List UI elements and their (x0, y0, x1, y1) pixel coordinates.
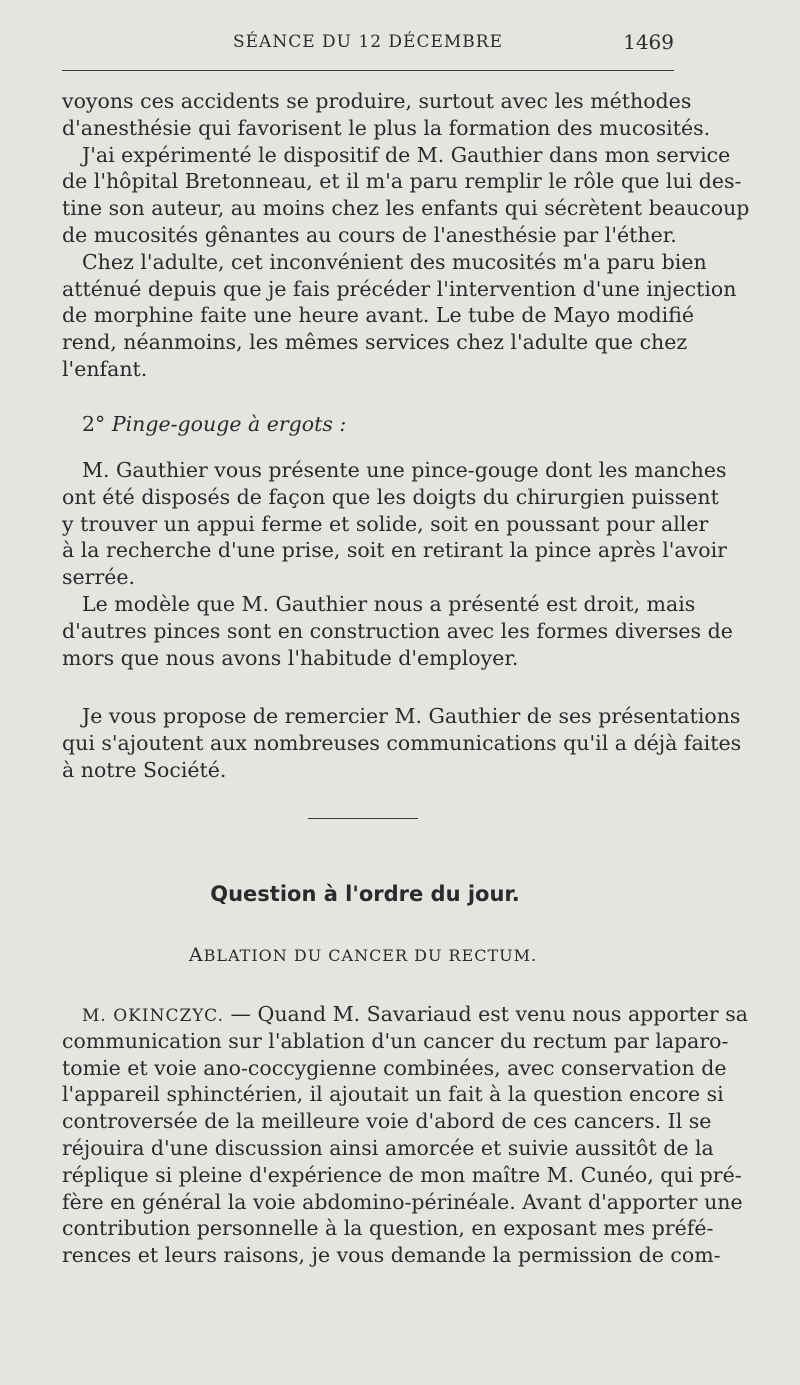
page-number: 1469 (623, 30, 674, 54)
text-line: mors que nous avons l'habitude d'employer. (62, 645, 519, 670)
text-line: de mucosités gênantes au cours de l'anesthésie par l'éther. (62, 222, 677, 247)
text-line: réjouira d'une discussion ainsi amorcée et suivie aussitôt de la (62, 1135, 714, 1160)
text-line: qui s'ajoutent aux nombreuses communications qu'il a déjà faites (62, 730, 742, 755)
paragraph-okinczyc (62, 1001, 748, 1269)
text-line: rend, néanmoins, les mêmes services chez l'adulte que chez (62, 330, 688, 355)
running-title: SÉANCE DU 12 DÉCEMBRE (233, 32, 503, 52)
text-line: ont été disposés de façon que les doigts du chirurgien puissent (62, 484, 719, 509)
item-title: Pinge-gouge à ergots : (111, 412, 347, 436)
text-line: l'appareil sphinctérien, il ajoutait un fait à la question encore si (62, 1082, 724, 1107)
text-line: d'anesthésie qui favorisent le plus la formation des mucosités. (62, 115, 711, 140)
item-number: 2° (82, 412, 106, 436)
paragraph-group-pince-gouge (62, 457, 733, 671)
text-line: d'autres pinces sont en construction avec les formes diverses de (62, 618, 733, 643)
text-line: M. Gauthier vous présente une pince-gouge dont les manches (82, 458, 727, 482)
text-line: serrée. (62, 565, 136, 590)
text-line: controversée de la meilleure voie d'abord de ces cancers. Il se (62, 1109, 712, 1134)
paragraph-group-anesthesia (62, 88, 750, 383)
section-heading: Question à l'ordre du jour. (210, 882, 520, 906)
text-line: réplique si pleine d'expérience de mon maître M. Cunéo, qui pré- (62, 1162, 742, 1187)
speaker-name: M. OKINCZYC. (82, 1006, 224, 1026)
text-line: fère en général la voie abdomino-périnéale. Avant d'apporter une (62, 1189, 743, 1214)
text-line: Je vous propose de remercier M. Gauthier de ses présentations (82, 704, 741, 728)
first-line-text: — Quand M. Savariaud est venu nous apporter sa (224, 1002, 748, 1026)
text-line: communication sur l'ablation d'un cancer du rectum par laparo- (62, 1028, 729, 1053)
text-line: voyons ces accidents se produire, surtout avec les méthodes (62, 89, 692, 113)
text-line: J'ai expérimenté le dispositif de M. Gauthier dans mon service (82, 142, 731, 167)
text-line: à la recherche d'une prise, soit en retirant la pince après l'avoir (62, 538, 727, 563)
text-line: y trouver un appui ferme et solide, soit en poussant pour aller (62, 511, 709, 536)
section-divider (308, 818, 418, 819)
text-line: de l'hôpital Bretonneau, et il m'a paru remplir le rôle que lui des- (62, 169, 742, 194)
text-line (62, 1001, 748, 1028)
subsection-heading (0, 944, 726, 966)
header-rule (62, 70, 674, 71)
paragraph-thanks (62, 703, 742, 783)
text-line: l'enfant. (62, 356, 148, 381)
text-line: Chez l'adulte, cet inconvénient des mucosités m'a paru bien (82, 249, 707, 274)
text-line: rences et leurs raisons, je vous demande la permission de com- (62, 1243, 721, 1268)
text-line: tine son auteur, au moins chez les enfants qui sécrètent beaucoup (62, 196, 750, 221)
text-line: tomie et voie ano-coccygienne combinées, avec conservation de (62, 1055, 727, 1080)
item-heading (82, 412, 346, 436)
subsection-rest: BLATION DU CANCER DU RECTUM. (203, 946, 538, 965)
text-line: contribution personnelle à la question, en exposant mes préfé- (62, 1216, 714, 1241)
text-line: atténué depuis que je fais précéder l'intervention d'une injection (62, 276, 737, 301)
running-header (62, 28, 674, 58)
subsection-initial: A (188, 944, 204, 966)
text-line: de morphine faite une heure avant. Le tube de Mayo modifié (62, 303, 695, 328)
text-line: à notre Société. (62, 757, 227, 782)
text-line: Le modèle que M. Gauthier nous a présenté est droit, mais (82, 591, 696, 616)
